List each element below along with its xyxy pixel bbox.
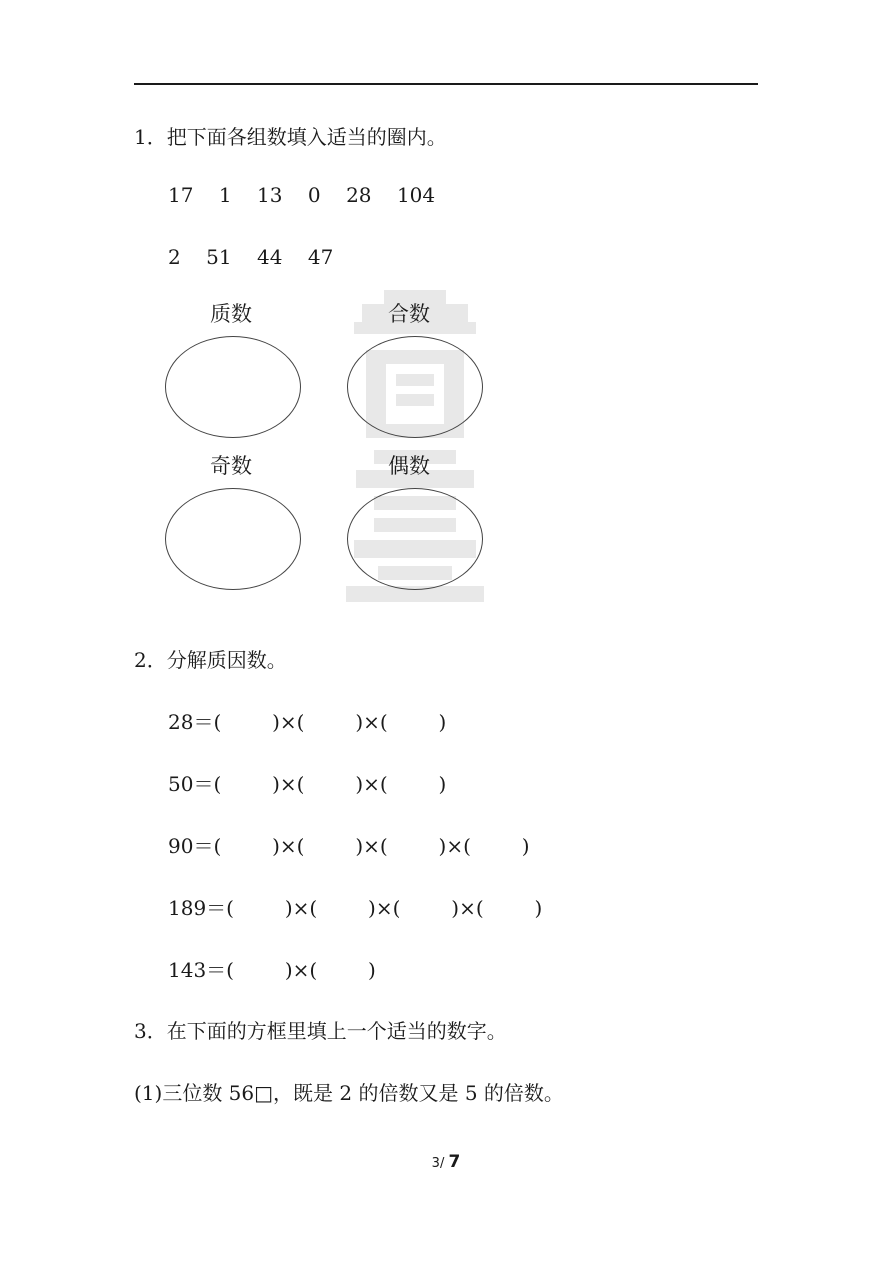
question-3-sub-1: (1)三位数 56□，既是 2 的倍数又是 5 的倍数。 bbox=[134, 1081, 564, 1105]
factorization-line: 28＝( )×( )×( ) bbox=[168, 710, 447, 734]
prime-label: 质数 bbox=[210, 302, 252, 326]
factorization-line: 90＝( )×( )×( )×( ) bbox=[168, 834, 530, 858]
page-current: 3/ bbox=[431, 1156, 445, 1171]
composite-label: 合数 bbox=[388, 302, 430, 326]
number-group-1: 17 1 13 0 28 104 bbox=[168, 183, 436, 207]
composite-circle[interactable] bbox=[347, 336, 483, 438]
prime-circle[interactable] bbox=[165, 336, 301, 438]
factorization-line: 50＝( )×( )×( ) bbox=[168, 772, 447, 796]
header-rule bbox=[134, 83, 758, 85]
even-label: 偶数 bbox=[388, 454, 430, 478]
question-2-title: 2．分解质因数。 bbox=[134, 648, 287, 672]
page-total: 7 bbox=[448, 1152, 461, 1172]
odd-circle[interactable] bbox=[165, 488, 301, 590]
number-group-2: 2 51 44 47 bbox=[168, 245, 334, 269]
question-3-title: 3．在下面的方框里填上一个适当的数字。 bbox=[134, 1019, 507, 1043]
question-1-title: 1．把下面各组数填入适当的圈内。 bbox=[134, 125, 447, 149]
odd-label: 奇数 bbox=[210, 454, 252, 478]
factorization-line: 143＝( )×( ) bbox=[168, 958, 376, 982]
page-number bbox=[0, 1152, 892, 1172]
even-circle[interactable] bbox=[347, 488, 483, 590]
factorization-line: 189＝( )×( )×( )×( ) bbox=[168, 896, 543, 920]
